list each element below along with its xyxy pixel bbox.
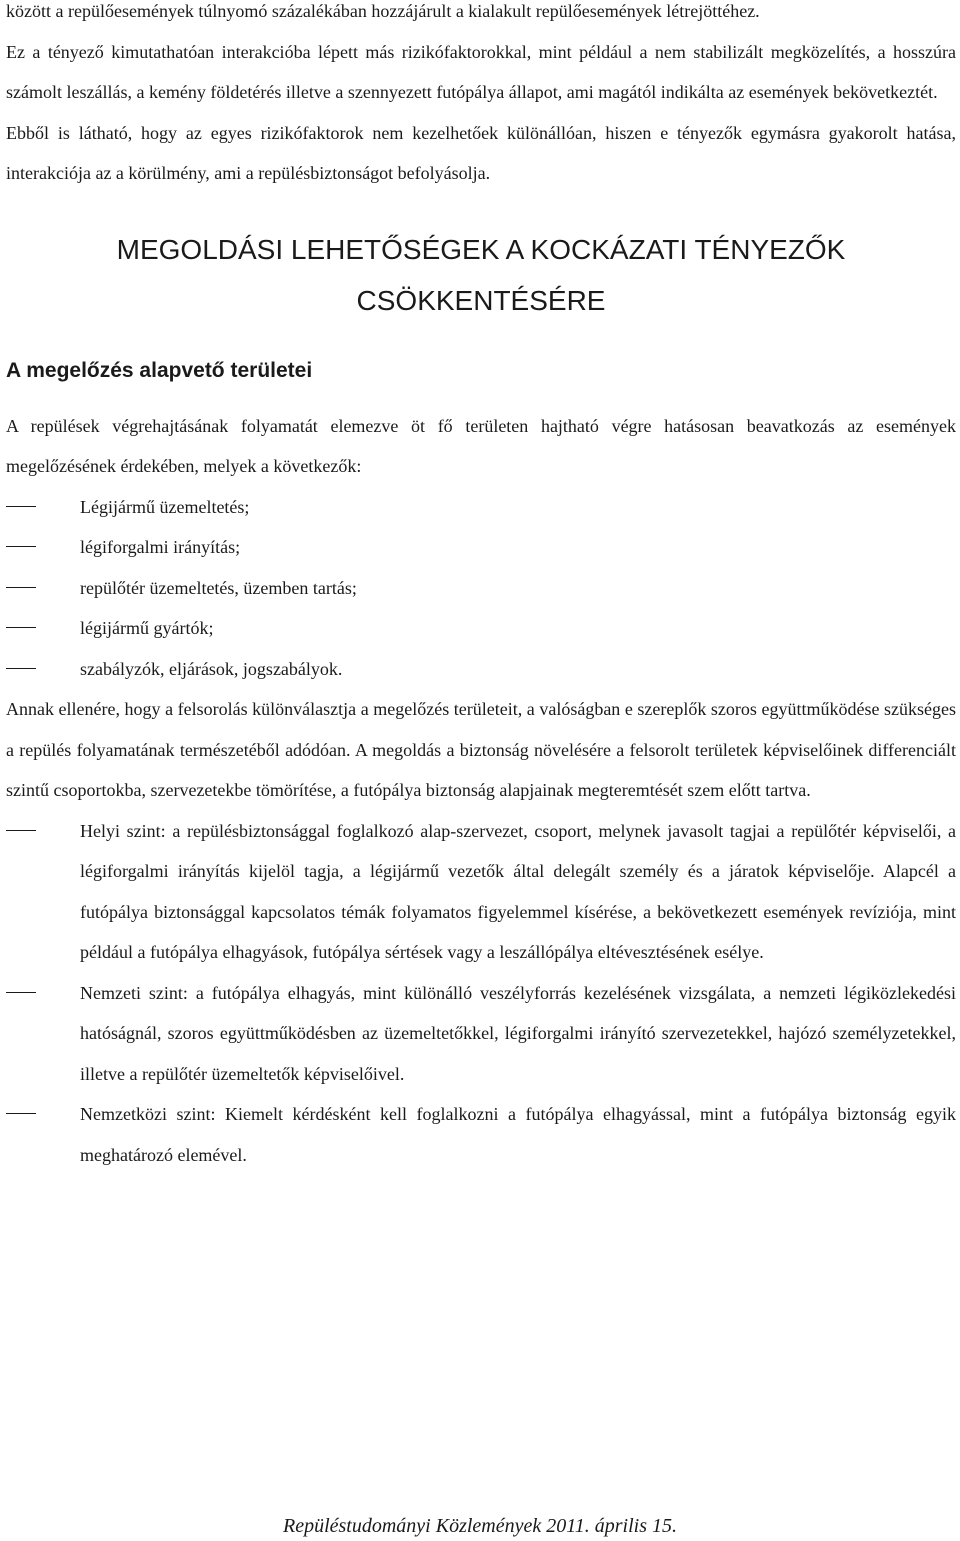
list-item-international-level: Nemzetközi szint: Kiemelt kérdésként kell foglalkozni a futópálya elhagyással, mint a futópálya biztonság egyik meghatározó elemével.: [6, 1094, 956, 1175]
paragraph-continuation: között a repülőesemények túlnyomó százalékában hozzájárult a kialakult repülőesemények létrejöttéhez.: [6, 1, 760, 21]
areas-list: [6, 487, 956, 690]
paragraph-conclusion: Ebből is látható, hogy az egyes rizikófaktorok nem kezelhetőek különállóan, hiszen e tényezők egymásra gyakorolt hatása, interakciója az a körülmény, ami a repülésbiztonságot befolyásolja.: [6, 122, 956, 183]
dash-bullet-icon: [6, 627, 36, 628]
main-heading-line2: CSÖKKENTÉSÉRE: [356, 284, 606, 316]
page-footer: [0, 1512, 960, 1540]
list-item: repülőtér üzemeltetés, üzemben tartás;: [6, 568, 956, 609]
dash-bullet-icon: [6, 1113, 36, 1114]
list-item: légijármű gyártók;: [6, 608, 956, 649]
list-item: szabályzók, eljárások, jogszabályok.: [6, 649, 956, 690]
dash-bullet-icon: [6, 992, 36, 993]
dash-bullet-icon: [6, 668, 36, 669]
levels-list: [6, 811, 956, 1176]
paragraph-interaction: Ez a tényező kimutathatóan interakcióba lépett más rizikófaktorokkal, mint például a nem stabilizált megközelítés, a hosszúra számolt leszállás, a kemény földetérés illetve a szennyezett futópálya állapot, ami magától indikálta az események bekövetkeztét.: [6, 41, 956, 102]
list-item: légiforgalmi irányítás;: [6, 527, 956, 568]
list-item-national-level: Nemzeti szint: a futópálya elhagyás, mint különálló veszélyforrás kezelésének vizsgálata, a nemzeti légiközlekedési hatóságnál, szoros együttműködésben az üzemeltetőkkel, légiforgalmi irányító szervezetekkel, hajózó személyzetekkel, illetve a repülőtér üzemeltetők képviselőivel.: [6, 973, 956, 1095]
dash-bullet-icon: [6, 830, 36, 831]
journal-footer-text: Repüléstudományi Közlemények 2011. április 15.: [282, 1515, 677, 1537]
paragraph-cooperation: Annak ellenére, hogy a felsorolás különválasztja a megelőzés területeit, a valóságban e szereplők szoros együttműködése szükséges a repülés folyamatának természetéből adódóan. A megoldás a biztonság növelésére a felsorolt területek képviselőinek differenciált szintű csoportokba, szervezetekbe tömörítése, a futópálya biztonság alapjainak megteremtését szem előtt tartva.: [6, 699, 956, 800]
section-heading: A megelőzés alapvető területei: [6, 358, 313, 382]
list-item-local-level: Helyi szint: a repülésbiztonsággal foglalkozó alap-szervezet, csoport, melynek javasolt tagjai a repülőtér képviselői, a légiforgalmi irányítás kijelöl tagja, a légijármű vezetők által delegált személy és a járatok képviselője. Alapcél a futópálya biztonsággal kapcsolatos témák folyamatos figyelemmel kísérése, a bekövetkezett események revíziója, mint például a futópálya elhagyások, futópálya sértések vagy a leszállópálya eltévesztésének esélye.: [6, 811, 956, 973]
dash-bullet-icon: [6, 546, 36, 547]
dash-bullet-icon: [6, 587, 36, 588]
document-page: [6, 0, 956, 1175]
main-heading-line1: MEGOLDÁSI LEHETŐSÉGEK A KOCKÁZATI TÉNYEZŐK: [116, 233, 846, 265]
dash-bullet-icon: [6, 506, 36, 507]
paragraph-intro: A repülések végrehajtásának folyamatát elemezve öt fő területen hajtható végre hatásosan beavatkozás az események megelőzésének érdekében, melyek a következők:: [6, 415, 956, 476]
list-item: Légijármű üzemeltetés;: [6, 487, 956, 528]
main-heading: [6, 224, 956, 326]
